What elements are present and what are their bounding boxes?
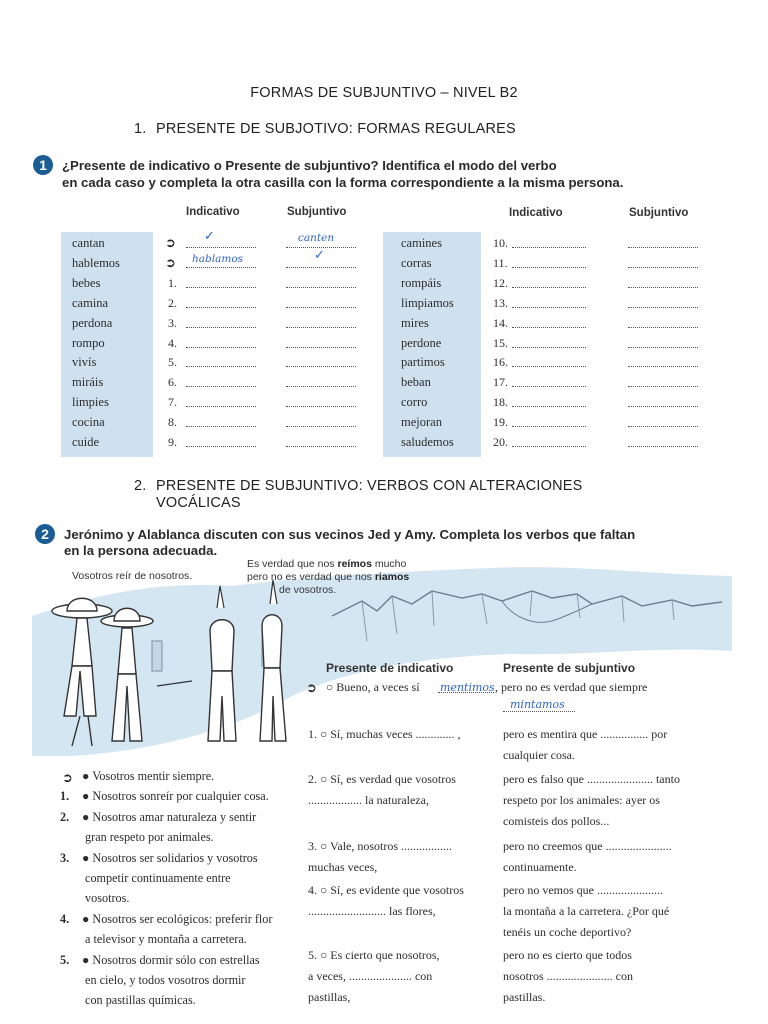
exercise-1-instruction-line-1: ¿Presente de indicativo o Presente de subjuntivo? Identifica el modo del verbo	[62, 158, 557, 173]
subjuntivo-blank-left-9	[286, 417, 356, 427]
indicativo-blank-right-10	[512, 437, 586, 447]
bubble-word-riamos: riamos	[374, 571, 410, 583]
subjuntivo-blank-left-7	[286, 377, 356, 387]
statement-text: ● Nosotros ser solidarios y vosotros	[82, 850, 258, 865]
example-handwritten-mentimos: mentimos	[440, 681, 495, 694]
section-2-title: PRESENTE DE SUBJUNTIVO: VERBOS CON ALTERACIONES VOCÁLICAS	[156, 478, 583, 511]
answer-number-right-1: 11.	[493, 255, 508, 270]
answer-number-right-3: 13.	[493, 295, 508, 310]
indicativo-blank-left-9	[186, 417, 256, 427]
subjuntivo-blank-right-7	[628, 377, 698, 387]
exercise-2-header-subjuntivo: Presente de subjuntivo	[503, 661, 636, 675]
statement-text: gran respeto por animales.	[82, 830, 214, 845]
statement-line-6	[60, 888, 129, 908]
answer-number-5: 4.	[168, 335, 177, 350]
indicativo-item-2-line-1: .................. la naturaleza,	[308, 793, 429, 807]
indicativo-item-4-line-1: .......................... las flores,	[308, 904, 436, 918]
bubble-line-3: de vosotros.	[279, 584, 337, 596]
indicativo-blank-right-2	[512, 278, 586, 288]
left-example-arrow-icon: ➲	[62, 771, 73, 786]
answer-number-right-9: 19.	[493, 415, 508, 430]
statement-text: ● Nosotros dormir sólo con estrellas	[82, 952, 260, 967]
statement-text: ● Nosotros sonreír por cualquier cosa.	[82, 789, 269, 804]
subjuntivo-blank-left-4	[286, 318, 356, 328]
verb-left-1: hablemos	[72, 255, 120, 270]
example-handwritten-mintamos: mintamos	[510, 698, 565, 711]
subjuntivo-item-3-line-0: pero no creemos que ......................	[503, 839, 672, 853]
check-mark-icon-cantan: ✓	[204, 229, 215, 244]
verb-right-1: corras	[401, 255, 432, 270]
bubble-word-reimos: reímos	[337, 558, 372, 570]
bubble-line-1a: Es verdad que nos	[247, 558, 338, 570]
bubble-line-2a: pero no es verdad que nos	[247, 571, 375, 583]
col-header-indicativo-right: Indicativo	[509, 207, 563, 219]
statement-line-3	[60, 827, 214, 847]
example-indicativo	[326, 677, 420, 698]
example-indicativo-text: ○ Bueno, a veces sí	[326, 680, 420, 694]
subjuntivo-blank-left-5	[286, 338, 356, 348]
subjuntivo-item-4-line-0: pero no vemos que ......................	[503, 883, 663, 897]
indicativo-item-2-line-0: 2. ○ Sí, es verdad que vosotros	[308, 772, 456, 786]
verb-right-8: corro	[401, 395, 428, 410]
subjuntivo-item-4-line-1: la montaña a la carretera. ¿Por qué	[503, 904, 670, 918]
subjuntivo-item-5-line-1: nosotros ...................... con	[503, 969, 633, 983]
verb-left-7: miráis	[72, 375, 104, 390]
verb-right-9: mejoran	[401, 415, 442, 430]
statement-text: vosotros.	[82, 891, 130, 906]
subjuntivo-blank-right-3	[628, 298, 698, 308]
answer-number-right-4: 14.	[493, 315, 508, 330]
answer-number-10: 9.	[168, 435, 177, 449]
statement-line-11	[60, 990, 196, 1010]
verb-left-2: bebes	[72, 275, 101, 290]
subjuntivo-item-3-line-1: continuamente.	[503, 860, 577, 874]
verb-right-4: mires	[401, 315, 429, 330]
subjuntivo-blank-right-6	[628, 357, 698, 367]
subjuntivo-blank-right-10	[628, 437, 698, 447]
subjuntivo-blank-right-9	[628, 417, 698, 427]
indicativo-item-3-line-0: 3. ○ Vale, nosotros .................	[308, 839, 453, 853]
answer-number-4: 3.	[168, 315, 177, 330]
statement-text: competir continuamente entre	[82, 871, 231, 885]
exercise-1-instruction-line-2: en cada caso y completa la otra casilla con la forma correspondiente a la misma persona.	[62, 175, 624, 190]
indicativo-item-5-line-2: pastillas,	[308, 990, 351, 1004]
statement-text: ● Nosotros ser ecológicos: preferir flor	[82, 911, 273, 926]
answer-number-right-8: 18.	[493, 395, 508, 410]
subjuntivo-item-2-line-0: pero es falso que ...................... tanto	[503, 772, 680, 786]
speech-bubble-right	[247, 558, 409, 597]
subjuntivo-item-1-line-0: pero es mentira que ................ por	[503, 727, 668, 741]
statement-text: en cielo, y todos vosotros dormir	[82, 973, 246, 987]
verb-right-2: rompáis	[401, 275, 442, 290]
verb-right-7: beban	[401, 375, 431, 390]
indicativo-blank-left-0	[186, 238, 256, 248]
indicativo-blank-left-2	[186, 278, 256, 288]
indicativo-blank-left-3	[186, 298, 256, 308]
section-1-title: PRESENTE DE SUBJOTIVO: FORMAS REGULARES	[156, 121, 516, 137]
indicativo-item-5-line-1: a veces, ..................... con	[308, 969, 433, 983]
verb-left-3: camina	[72, 295, 109, 310]
statement-text: ● Vosotros mentir siempre.	[82, 769, 215, 783]
answer-number-right-0: 10.	[493, 236, 508, 250]
exercise-2-badge: 2	[35, 524, 55, 544]
statement-text: con pastillas químicas.	[82, 993, 196, 1008]
section-2-number: 2.	[134, 478, 147, 494]
subjuntivo-blank-right-8	[628, 397, 698, 407]
statement-text: a televisor y montaña a carretera.	[82, 932, 247, 947]
check-mark-icon-hablemos: ✓	[314, 247, 325, 263]
statement-number: 4.	[60, 911, 70, 926]
subjuntivo-item-2-line-1: respeto por los animales: ayer os	[503, 793, 660, 807]
verb-left-0: cantan	[72, 236, 105, 250]
statement-number: 1.	[60, 789, 70, 804]
handwritten-hablamos: hablamos	[192, 252, 244, 265]
indicativo-blank-right-7	[512, 377, 586, 387]
verb-left-8: limpies	[72, 395, 109, 410]
answer-number-9: 8.	[168, 415, 177, 430]
example-subjuntivo-blank	[503, 702, 575, 712]
example-arrow-icon: ➲	[306, 681, 317, 696]
subjuntivo-blank-left-6	[286, 357, 356, 367]
indicativo-item-4-line-0: 4. ○ Sí, es evidente que vosotros	[308, 883, 464, 897]
verb-left-5: rompo	[72, 335, 105, 350]
indicativo-blank-right-3	[512, 298, 586, 308]
answer-number-right-5: 15.	[493, 335, 508, 350]
statement-line-7	[60, 909, 272, 929]
statement-line-0	[60, 766, 214, 786]
statement-number: 2.	[60, 809, 70, 824]
subjuntivo-item-2-line-2: comisteis dos pollos...	[503, 814, 610, 828]
statement-number: 5.	[60, 952, 70, 967]
indicativo-item-3-line-1: muchas veces,	[308, 860, 378, 874]
indicativo-blank-left-10	[186, 437, 256, 447]
exercise-2-header-indicativo: Presente de indicativo	[326, 661, 454, 675]
subjuntivo-blank-right-2	[628, 278, 698, 288]
indicativo-blank-right-9	[512, 417, 586, 427]
indicativo-item-1-line-0: 1. ○ Sí, muchas veces ............. ,	[308, 727, 461, 741]
indicativo-blank-right-8	[512, 397, 586, 407]
verb-right-5: perdone	[401, 335, 442, 350]
indicativo-blank-left-7	[186, 377, 256, 387]
subjuntivo-item-4-line-2: tenéis un coche deportivo?	[503, 925, 632, 939]
statement-line-2	[60, 807, 256, 827]
subjuntivo-blank-left-10	[286, 437, 356, 447]
section-2-heading	[134, 478, 616, 512]
answer-number-6: 5.	[168, 355, 177, 370]
subjuntivo-blank-right-1	[628, 258, 698, 268]
statement-line-5	[60, 868, 231, 888]
answer-number-3: 2.	[168, 295, 177, 310]
statement-line-4	[60, 848, 258, 868]
indicativo-blank-right-5	[512, 338, 586, 348]
answer-number-7: 6.	[168, 375, 177, 390]
verb-left-6: vivís	[72, 355, 97, 370]
example-subjuntivo-text: , pero no es verdad que siempre	[495, 680, 648, 694]
exercise-2-instruction-line-2: en la persona adecuada.	[64, 543, 218, 558]
col-header-indicativo-left: Indicativo	[186, 206, 240, 218]
verb-left-4: perdona	[72, 315, 113, 330]
answer-number-right-10: 20.	[493, 435, 508, 449]
subjuntivo-blank-left-3	[286, 298, 356, 308]
subjuntivo-item-5-line-0: pero no es cierto que todos	[503, 948, 632, 962]
speech-bubble-left: Vosotros reír de nosotros.	[72, 570, 193, 582]
indicativo-blank-left-6	[186, 357, 256, 367]
statement-line-1	[60, 786, 269, 806]
verb-right-6: partimos	[401, 355, 445, 370]
answer-number-8: 7.	[168, 395, 177, 410]
indicativo-blank-right-4	[512, 318, 586, 328]
indicativo-blank-right-0	[512, 238, 586, 248]
subjuntivo-blank-left-8	[286, 397, 356, 407]
verb-left-10: cuide	[72, 435, 100, 449]
exercise-1-badge: 1	[33, 155, 53, 175]
statement-line-8	[60, 929, 247, 949]
subjuntivo-blank-right-4	[628, 318, 698, 328]
section-1-heading	[134, 121, 616, 138]
section-1-number: 1.	[134, 121, 147, 137]
indicativo-blank-right-6	[512, 357, 586, 367]
indicativo-blank-left-8	[186, 397, 256, 407]
example-arrow-icon-0: ➲	[165, 236, 176, 251]
statement-line-10	[60, 970, 246, 990]
verb-left-9: cocina	[72, 415, 105, 430]
verb-right-0: camines	[401, 236, 442, 250]
indicativo-blank-right-1	[512, 258, 586, 268]
subjuntivo-blank-right-0	[628, 238, 698, 248]
bubble-line-1c: mucho	[371, 558, 407, 570]
indicativo-item-5-line-0: 5. ○ Es cierto que nosotros,	[308, 948, 440, 962]
answer-number-right-6: 16.	[493, 355, 508, 370]
answer-number-right-7: 17.	[493, 375, 508, 390]
statement-number: 3.	[60, 850, 70, 865]
exercise-2-instruction-line-1: Jerónimo y Alablanca discuten con sus vecinos Jed y Amy. Completa los verbos que faltan	[64, 527, 636, 542]
handwritten-canten: canten	[298, 232, 335, 244]
verb-right-10: saludemos	[401, 435, 454, 449]
subjuntivo-blank-right-5	[628, 338, 698, 348]
subjuntivo-item-5-line-2: pastillas.	[503, 990, 546, 1004]
col-header-subjuntivo-right: Subjuntivo	[629, 207, 689, 219]
col-header-subjuntivo-left: Subjuntivo	[287, 206, 347, 218]
statement-line-9	[60, 950, 260, 970]
answer-number-2: 1.	[168, 275, 177, 290]
answer-number-right-2: 12.	[493, 275, 508, 290]
indicativo-blank-left-4	[186, 318, 256, 328]
indicativo-blank-left-5	[186, 338, 256, 348]
subjuntivo-item-1-line-1: cualquier cosa.	[503, 748, 575, 762]
verb-right-3: limpiamos	[401, 295, 454, 310]
subjuntivo-blank-left-2	[286, 278, 356, 288]
document-title: FORMAS DE SUBJUNTIVO – NIVEL B2	[250, 85, 518, 101]
statement-text: ● Nosotros amar naturaleza y sentir	[82, 809, 257, 824]
example-arrow-icon-1: ➲	[165, 255, 176, 271]
example-indicativo-blank	[438, 683, 494, 693]
